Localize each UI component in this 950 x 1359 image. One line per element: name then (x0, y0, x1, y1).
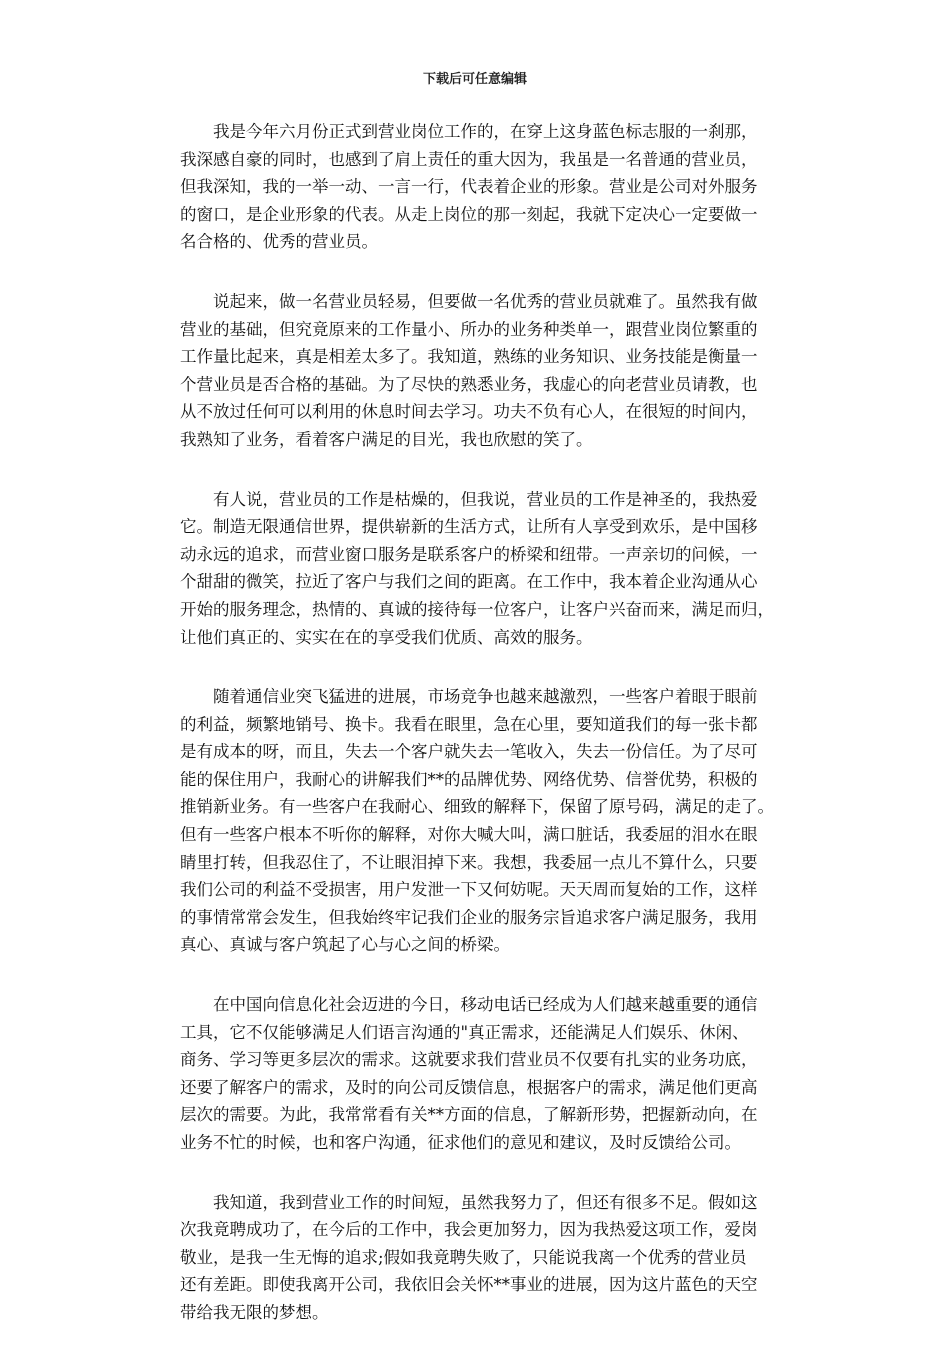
paragraph-2 (180, 288, 780, 454)
text-line: 工具，它不仅能够满足人们语言沟通的"真正需求，还能满足人们娱乐、休闲、 (180, 1022, 749, 1042)
text-line: 商务、学习等更多层次的需求。这就要求我们营业员不仅要有扎实的业务功底， (180, 1050, 758, 1070)
paragraph-6 (180, 1189, 780, 1327)
text-line: 业务不忙的时候，也和客户沟通，征求他们的意见和建议，及时反馈给公司。 (180, 1133, 741, 1152)
text-line: 我熟知了业务，看着客户满足的目光，我也欣慰的笑了。 (180, 429, 593, 449)
paragraph-5 (180, 991, 780, 1157)
text-line: 让他们真正的、实实在在的享受我们优质、高效的服务。 (180, 627, 593, 647)
paragraph-3 (180, 486, 780, 652)
text-line: 推销新业务。有一些客户在我耐心、细致的解释下，保留了原号码，满足的走了。 (180, 797, 774, 817)
text-line: 有人说，营业员的工作是枯燥的，但我说，营业员的工作是神圣的，我热爱 (213, 489, 758, 509)
text-line: 个甜甜的微笑，拉近了客户与我们之间的距离。在工作中，我本着企业沟通从心 (180, 572, 758, 592)
text-line: 营业的基础，但究竟原来的工作量小、所办的业务种类单一，跟营业岗位繁重的 (180, 319, 758, 339)
text-line: 动永远的追求，而营业窗口服务是联系客户的桥梁和纽带。一声亲切的问候，一 (180, 544, 758, 564)
text-line: 睛里打转，但我忍住了，不让眼泪掉下来。我想，我委屈一点儿不算什么，只要 (180, 852, 758, 872)
text-line: 的窗口，是企业形象的代表。从走上岗位的那一刻起，我就下定决心一定要做一 (180, 204, 758, 224)
text-line: 带给我无限的梦想。 (180, 1302, 329, 1322)
text-line: 还有差距。即使我离开公司，我依旧会关怀**事业的进展，因为这片蓝色的天空 (180, 1275, 758, 1295)
text-line: 名合格的、优秀的营业员。 (180, 232, 378, 252)
document-body (180, 118, 780, 1359)
text-line: 随着通信业突飞猛进的进展，市场竞争也越来越激烈，一些客户着眼于眼前 (213, 687, 758, 707)
text-line: 工作量比起来，真是相差太多了。我知道，熟练的业务知识、业务技能是衡量一 (180, 347, 758, 367)
text-line: 我深感自豪的同时，也感到了肩上责任的重大因为，我虽是一名普通的营业员， (180, 149, 758, 169)
text-line: 从不放过任何可以利用的休息时间去学习。功夫不负有心人，在很短的时间内， (180, 402, 758, 422)
text-line: 还要了解客户的需求，及时的向公司反馈信息，根据客户的需求，满足他们更高 (180, 1077, 758, 1097)
text-line: 次我竟聘成功了，在今后的工作中，我会更加努力，因为我热爱这项工作，爱岗 (180, 1220, 758, 1240)
text-line: 是有成本的呀，而且，失去一个客户就失去一笔收入，失去一份信任。为了尽可 (180, 742, 758, 762)
text-line: 它。制造无限通信世界，提供崭新的生活方式，让所有人享受到欢乐，是中国移 (180, 517, 758, 537)
paragraph-1 (180, 118, 780, 256)
text-line: 的事情常常会发生，但我始终牢记我们企业的服务宗旨追求客户满足服务，我用 (180, 907, 758, 927)
text-line: 敬业，是我一生无悔的追求;假如我竟聘失败了，只能说我离一个优秀的营业员 (180, 1247, 747, 1267)
text-line: 但有一些客户根本不听你的解释，对你大喊大叫，满口脏话，我委屈的泪水在眼 (180, 825, 758, 845)
text-line: 层次的需要。为此，我常常看有关**方面的信息，了解新形势，把握新动向，在 (180, 1105, 758, 1125)
text-line: 的利益，频繁地销号、换卡。我看在眼里，急在心里，要知道我们的每一张卡都 (180, 714, 758, 734)
text-line: 我知道，我到营业工作的时间短，虽然我努力了，但还有很多不足。假如这 (213, 1192, 758, 1212)
text-line: 我是今年六月份正式到营业岗位工作的，在穿上这身蓝色标志服的一刹那， (213, 122, 758, 141)
text-line: 在中国向信息化社会迈进的今日，移动电话已经成为人们越来越重要的通信 (213, 995, 758, 1015)
paragraph-4 (180, 683, 780, 959)
text-line: 说起来，做一名营业员轻易，但要做一名优秀的营业员就难了。虽然我有做 (213, 291, 758, 311)
text-line: 我们公司的利益不受损害，用户发泄一下又何妨呢。天天周而复始的工作，这样 (180, 880, 758, 900)
page-header: 下载后可任意编辑 (422, 72, 527, 87)
text-line: 但我深知，我的一举一动、一言一行，代表着企业的形象。营业是公司对外服务 (180, 177, 758, 197)
text-line: 能的保住用户，我耐心的讲解我们**的品牌优势、网络优势、信誉优势，积极的 (180, 769, 758, 789)
text-line: 开始的服务理念，热情的、真诚的接待每一位客户，让客户兴奋而来，满足而归， (180, 599, 774, 619)
text-line: 真心、真诚与客户筑起了心与心之间的桥梁。 (180, 935, 510, 955)
text-line: 个营业员是否合格的基础。为了尽快的熟悉业务，我虚心的向老营业员请教，也 (180, 374, 758, 394)
